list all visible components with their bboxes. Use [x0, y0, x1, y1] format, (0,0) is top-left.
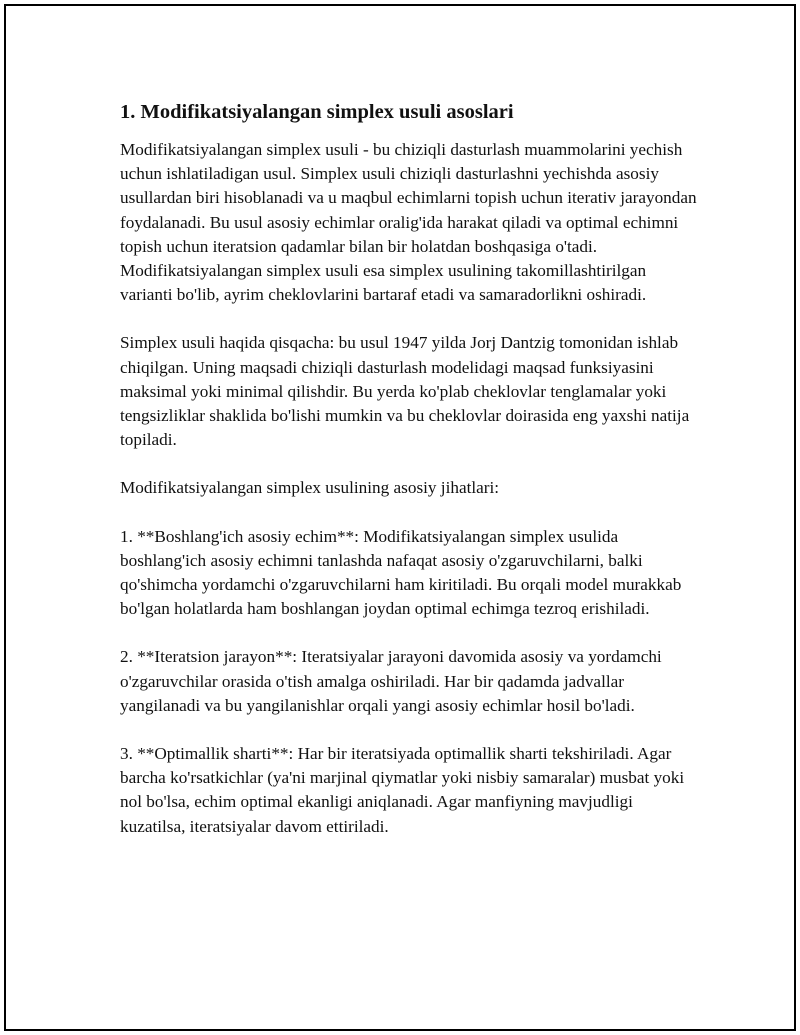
paragraph-intro: Modifikatsiyalangan simplex usuli - bu chiziqli dasturlash muammolarini yechish uchun ishlatiladigan usul. Simplex usuli chiziqli dasturlashni yechishda asosiy usullardan biri hisoblanadi va u maqbul echimlarni topish uchun iterativ jarayondan foydalanadi. Bu usul asosiy echimlar oralig'ida harakat qiladi va optimal echimni topish uchun iteratsion qadamlar bilan bir holatdan boshqasiga o'tadi. Modifikatsiyalangan simplex usuli esa simplex usulining takomillashtirilgan varianti bo'lib, ayrim cheklovlarini bartaraf etadi va samaradorlikni oshiradi.: [120, 140, 697, 305]
section-heading: 1. Modifikatsiyalangan simplex usuli asoslari: [120, 101, 514, 123]
page-frame: [4, 4, 796, 1031]
paragraph-aspects-lead: Modifikatsiyalangan simplex usulining asosiy jihatlari:: [120, 478, 500, 498]
list-item-iteration-process: 2. **Iteratsion jarayon**: Iteratsiyalar jarayoni davomida asosiy va yordamchi o'zgaruvchilar orasida o'tish amalga oshiriladi. Har bir qadamda jadvallar yangilanadi va bu yangilanishlar orqali yangi asosiy echimlar hosil bo'ladi.: [120, 647, 662, 715]
document-body: [120, 98, 700, 863]
paragraph-simplex-history: Simplex usuli haqida qisqacha: bu usul 1947 yilda Jorj Dantzig tomonidan ishlab chiqilgan. Uning maqsadi chiziqli dasturlash modelidagi maqsad funksiyasini maksimal yoki minimal qilishdir. Bu yerda ko'plab cheklovlar tenglamalar yoki tengsizliklar shaklida bo'lishi mumkin va bu cheklovlar doirasida eng yaxshi natija topiladi.: [120, 333, 690, 450]
list-item-initial-solution: 1. **Boshlang'ich asosiy echim**: Modifikatsiyalangan simplex usulida boshlang'ich asosiy echimni tanlashda nafaqat asosiy o'zgaruvchilarni, balki qo'shimcha yordamchi o'zgaruvchilarni ham kiritiladi. Bu orqali model murakkab bo'lgan holatlarda ham boshlangan joydan optimal echimga tezroq erishiladi.: [120, 526, 682, 619]
list-item-optimality-condition: 3. **Optimallik sharti**: Har bir iteratsiyada optimallik sharti tekshiriladi. Agar barcha ko'rsatkichlar (ya'ni marjinal qiymatlar yoki nisbiy samaralar) musbat yoki nol bo'lsa, echim optimal ekanligi aniqlanadi. Agar manfiyning mavjudligi kuzatilsa, iteratsiyalar davom ettiriladi.: [120, 744, 685, 836]
